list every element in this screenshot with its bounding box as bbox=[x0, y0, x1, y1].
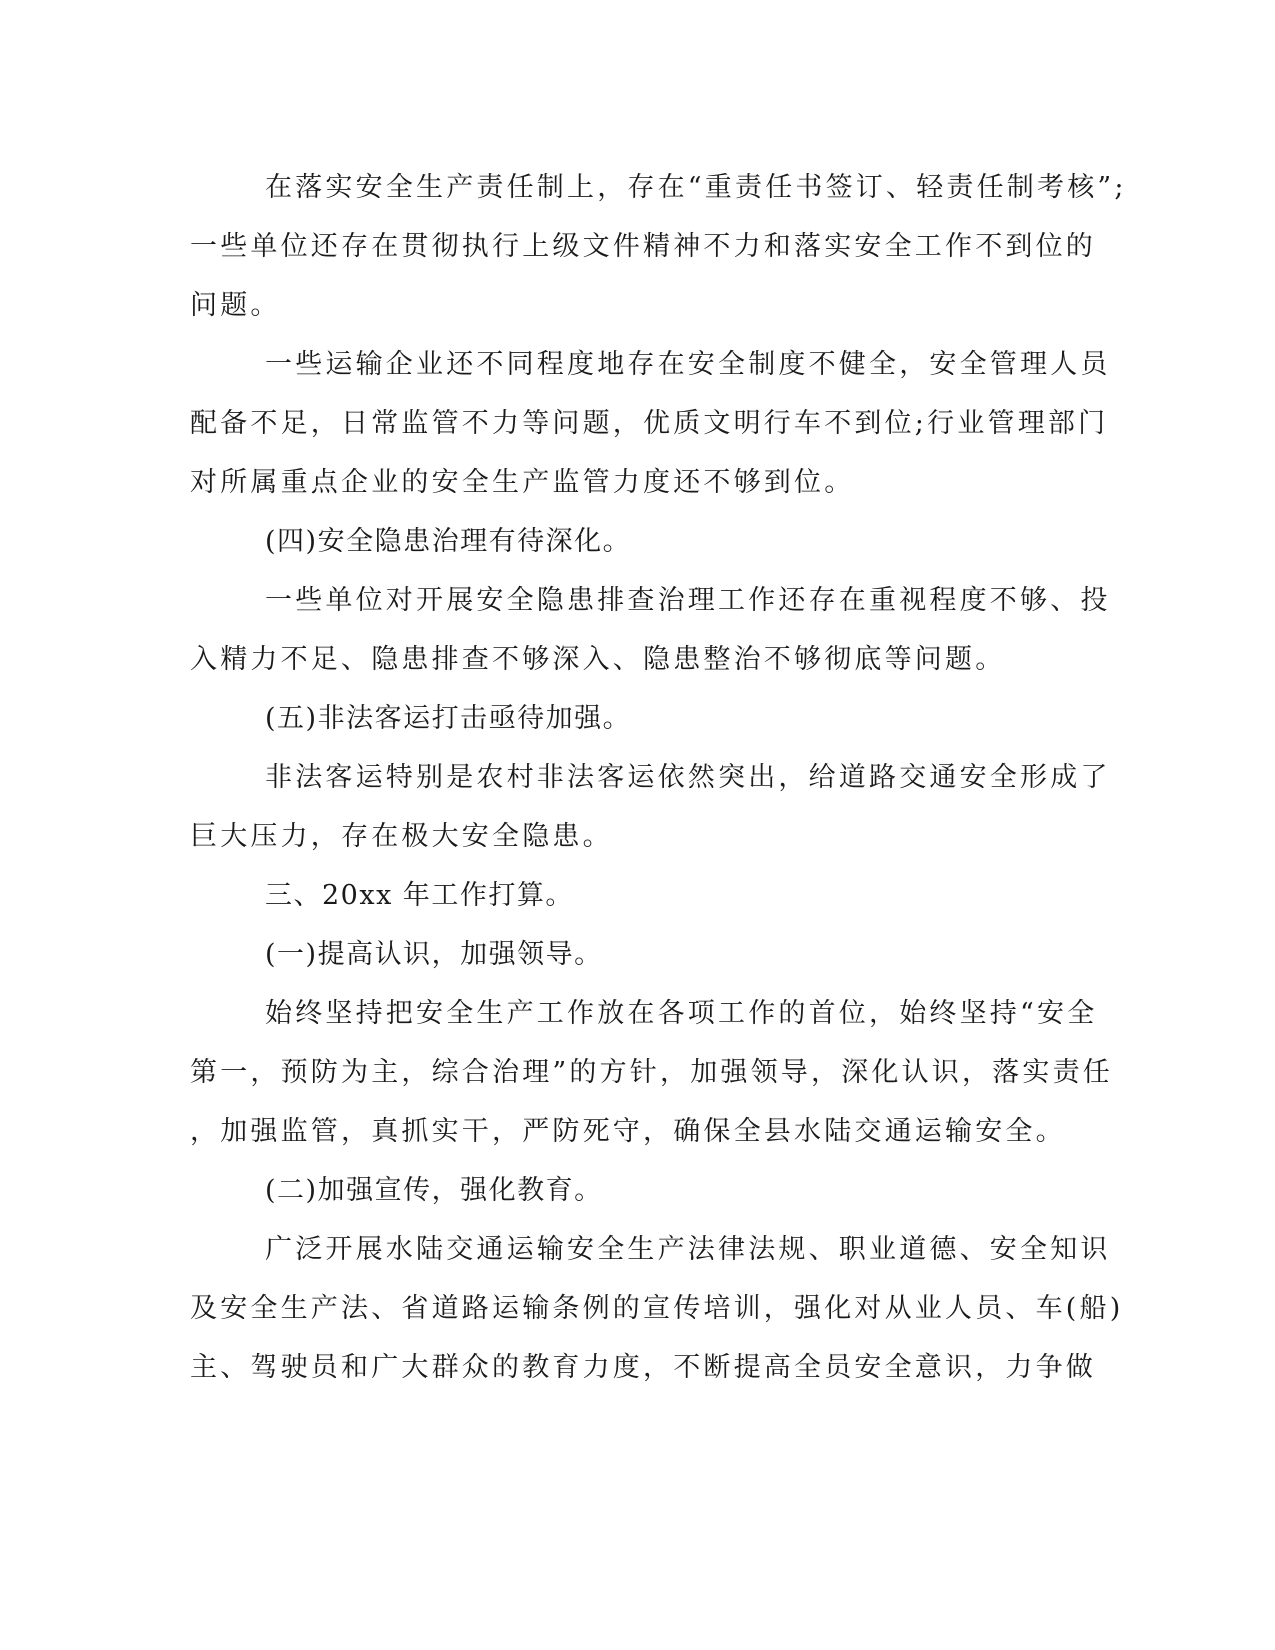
section-heading-3: 三、20xx 年工作打算。 bbox=[265, 880, 574, 911]
paragraph-5-line-2: 第一，预防为主，综合治理”的方针，加强领导，深化认识，落实责任 bbox=[190, 1057, 1114, 1088]
paragraph-5-line-3: ，加强监管，真抓实干，严防死守，确保全县水陆交通运输安全。 bbox=[190, 1116, 1066, 1147]
section-heading-4: (四)安全隐患治理有待深化。 bbox=[265, 526, 632, 557]
paragraph-1-line-1: 在落实安全生产责任制上，存在“重责任书签订、轻责任制考核”; bbox=[265, 172, 1127, 203]
paragraph-1-line-2: 一些单位还存在贯彻执行上级文件精神不力和落实安全工作不到位的 bbox=[190, 231, 1096, 262]
paragraph-2-line-2: 配备不足，日常监管不力等问题，优质文明行车不到位;行业管理部门 bbox=[190, 408, 1109, 439]
paragraph-3-line-2: 入精力不足、隐患排查不够深入、隐患整治不够彻底等问题。 bbox=[190, 644, 1006, 675]
paragraph-6-line-2: 及安全生产法、省道路运输条例的宣传培训，强化对从业人员、车(船) bbox=[190, 1293, 1124, 1324]
section-heading-5: (五)非法客运打击亟待加强。 bbox=[265, 703, 632, 734]
subsection-heading-1: (一)提高认识，加强领导。 bbox=[265, 939, 603, 970]
paragraph-4-line-1: 非法客运特别是农村非法客运依然突出，给道路交通安全形成了 bbox=[265, 762, 1111, 793]
paragraph-6-line-3: 主、驾驶员和广大群众的教育力度，不断提高全员安全意识，力争做 bbox=[190, 1352, 1096, 1383]
subsection-heading-2: (二)加强宣传，强化教育。 bbox=[265, 1175, 603, 1206]
paragraph-6-line-1: 广泛开展水陆交通运输安全生产法律法规、职业道德、安全知识 bbox=[265, 1234, 1111, 1265]
paragraph-2-line-3: 对所属重点企业的安全生产监管力度还不够到位。 bbox=[190, 467, 855, 498]
paragraph-2-line-1: 一些运输企业还不同程度地存在安全制度不健全，安全管理人员 bbox=[265, 349, 1111, 380]
paragraph-3-line-1: 一些单位对开展安全隐患排查治理工作还存在重视程度不够、投 bbox=[265, 585, 1111, 616]
paragraph-1-line-3: 问题。 bbox=[190, 290, 281, 321]
paragraph-4-line-2: 巨大压力，存在极大安全隐患。 bbox=[190, 821, 613, 852]
paragraph-5-line-1: 始终坚持把安全生产工作放在各项工作的首位，始终坚持“安全 bbox=[265, 998, 1098, 1029]
